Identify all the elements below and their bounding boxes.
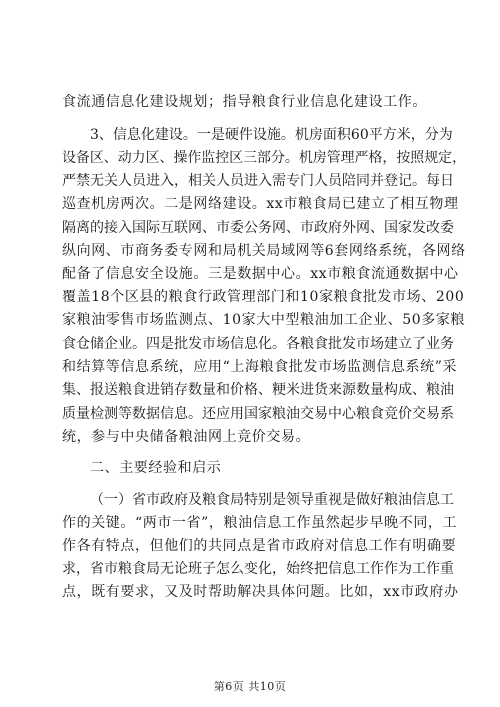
body-line: 作的关键。“两市一省”，粮油信息工作虽然起步早晚不同，工 xyxy=(62,515,458,531)
body-line: （一）省市政府及粮食局特别是领导重视是做好粮油信息工 xyxy=(90,492,454,508)
body-line: 3、信息化建设。一是硬件设施。机房面积60平方米，分为 xyxy=(90,127,453,143)
body-line: 设备区、动力区、操作监控区三部分。机房管理严格，按照规定， xyxy=(62,150,466,166)
body-line: 点，既有要求，又及时帮助解决具体问题。比如，xx市政府办 xyxy=(62,584,459,600)
body-line: 质量检测等数据信息。还应用国家粮油交易中心粮食竞价交易系 xyxy=(62,406,454,422)
page-footer: 第6页 共10页 xyxy=(213,680,287,693)
body-line: 和结算等信息系统，应用“上海粮食批发市场监测信息系统”采 xyxy=(62,359,458,375)
body-line: 食仓储企业。四是批发市场信息化。各粮食批发市场建立了业务 xyxy=(62,336,454,352)
body-line: 集、报送粮食进销存数量和价格、粳米进货来源数量构成、粮油 xyxy=(62,382,454,398)
body-line: 严禁无关人员进入，相关人员进入需专门人员陪同并登记。每日 xyxy=(62,173,454,189)
body-line: 巡查机房两次。二是网络建设。xx市粮食局已建立了相互物理 xyxy=(62,196,459,212)
section-heading: 二、主要经验和启示 xyxy=(90,460,222,476)
body-line: 统，参与中央储备粮油网上竞价交易。 xyxy=(62,429,311,445)
body-line: 食流通信息化建设规划；指导粮食行业信息化建设工作。 xyxy=(62,94,427,110)
body-line: 纵向网、市商务委专网和局机关局域网等6套网络系统，各网络 xyxy=(62,243,466,259)
body-line: 配备了信息安全设施。三是数据中心。xx市粮食流通数据中心 xyxy=(62,266,459,282)
body-line: 家粮油零售市场监测点、10家大中型粮油加工企业、50多家粮 xyxy=(62,312,466,328)
body-line: 求，省市粮食局无论班子怎么变化，始终把信息工作作为工作重 xyxy=(62,561,454,577)
body-line: 隔离的接入国际互联网、市委公务网、市政府外网、国家发改委 xyxy=(62,220,454,236)
body-line: 作各有特点，但他们的共同点是省市政府对信息工作有明确要 xyxy=(62,538,457,554)
body-line: 覆盖18个区县的粮食行政管理部门和10家粮食批发市场、200 xyxy=(62,289,465,305)
